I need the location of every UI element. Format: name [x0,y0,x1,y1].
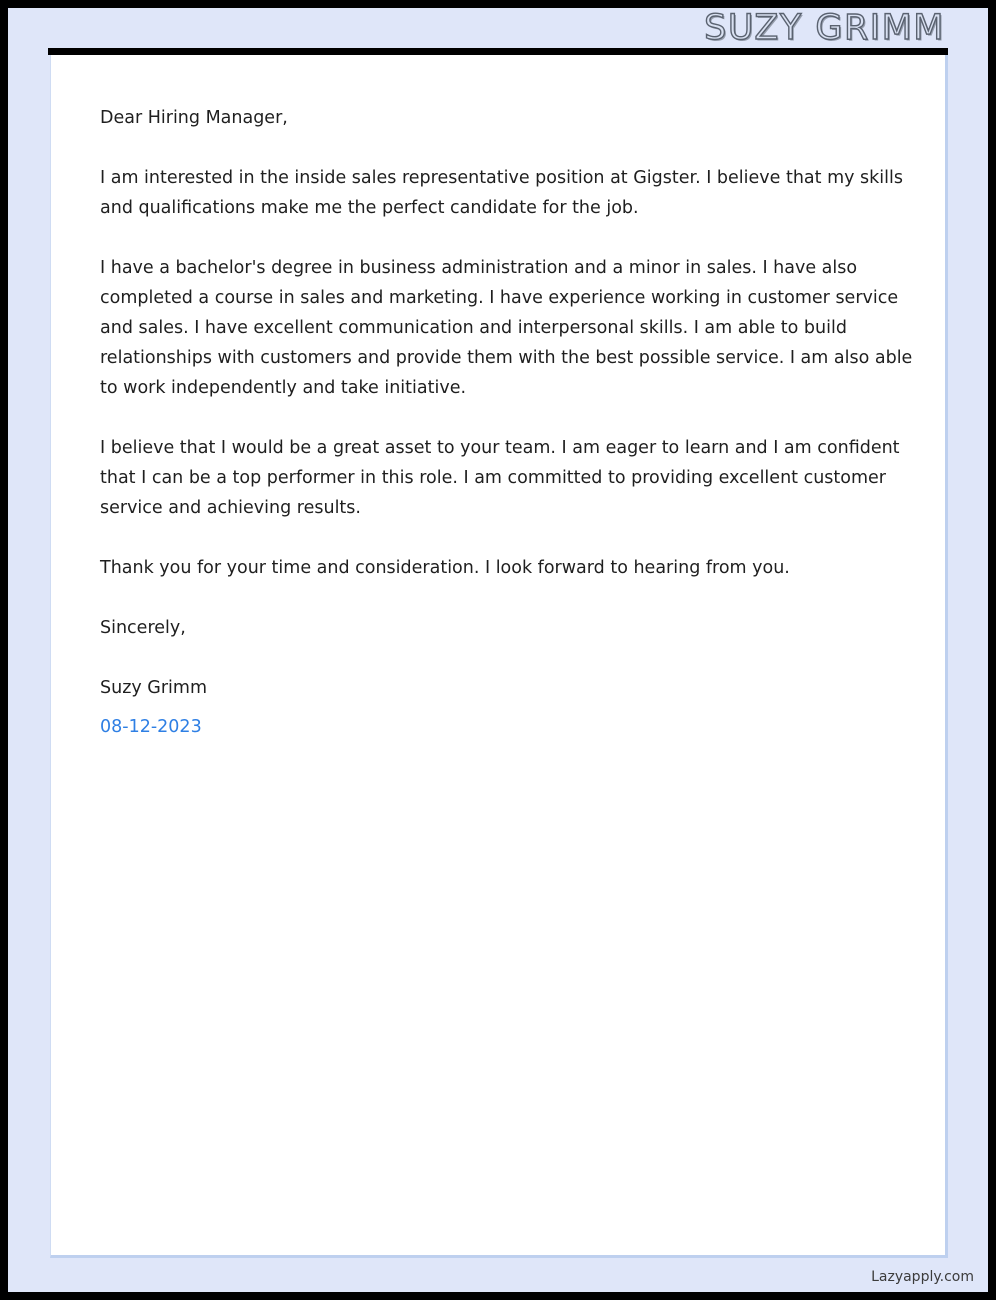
letterhead-header [8,8,988,48]
salutation: Dear Hiring Manager, [100,108,288,128]
footer-credit: Lazyapply.com [871,1269,974,1285]
header-divider-rule [48,48,948,55]
letter-paragraph: I am interested in the inside sales representative position at Gigster. I believe that my skills and qualifications make me the perfect candidate for the job. [100,168,904,218]
page-title: SUZY GRIMM [704,8,945,48]
closing-line: Sincerely, [100,618,186,638]
paper-background [8,8,988,1292]
letter-sheet [50,55,948,1258]
signature-name: Suzy Grimm [100,678,208,698]
letter-body [100,103,915,742]
letter-paragraph: Thank you for your time and consideration. I look forward to hearing from you. [100,558,790,578]
letter-date: 08-12-2023 [100,717,202,737]
letter-paragraph: I have a bachelor's degree in business administration and a minor in sales. I have also completed a course in sales and marketing. I have experience working in customer service and sales. I have excellent communication and interpersonal skills. I am able to build relationships with customers and provide them with the best possible service. I am also able to work independently and take initiative. [100,258,913,398]
letter-paragraph: I believe that I would be a great asset to your team. I am eager to learn and I am confident that I can be a top performer in this role. I am committed to providing excellent customer service and achieving results. [100,438,900,518]
